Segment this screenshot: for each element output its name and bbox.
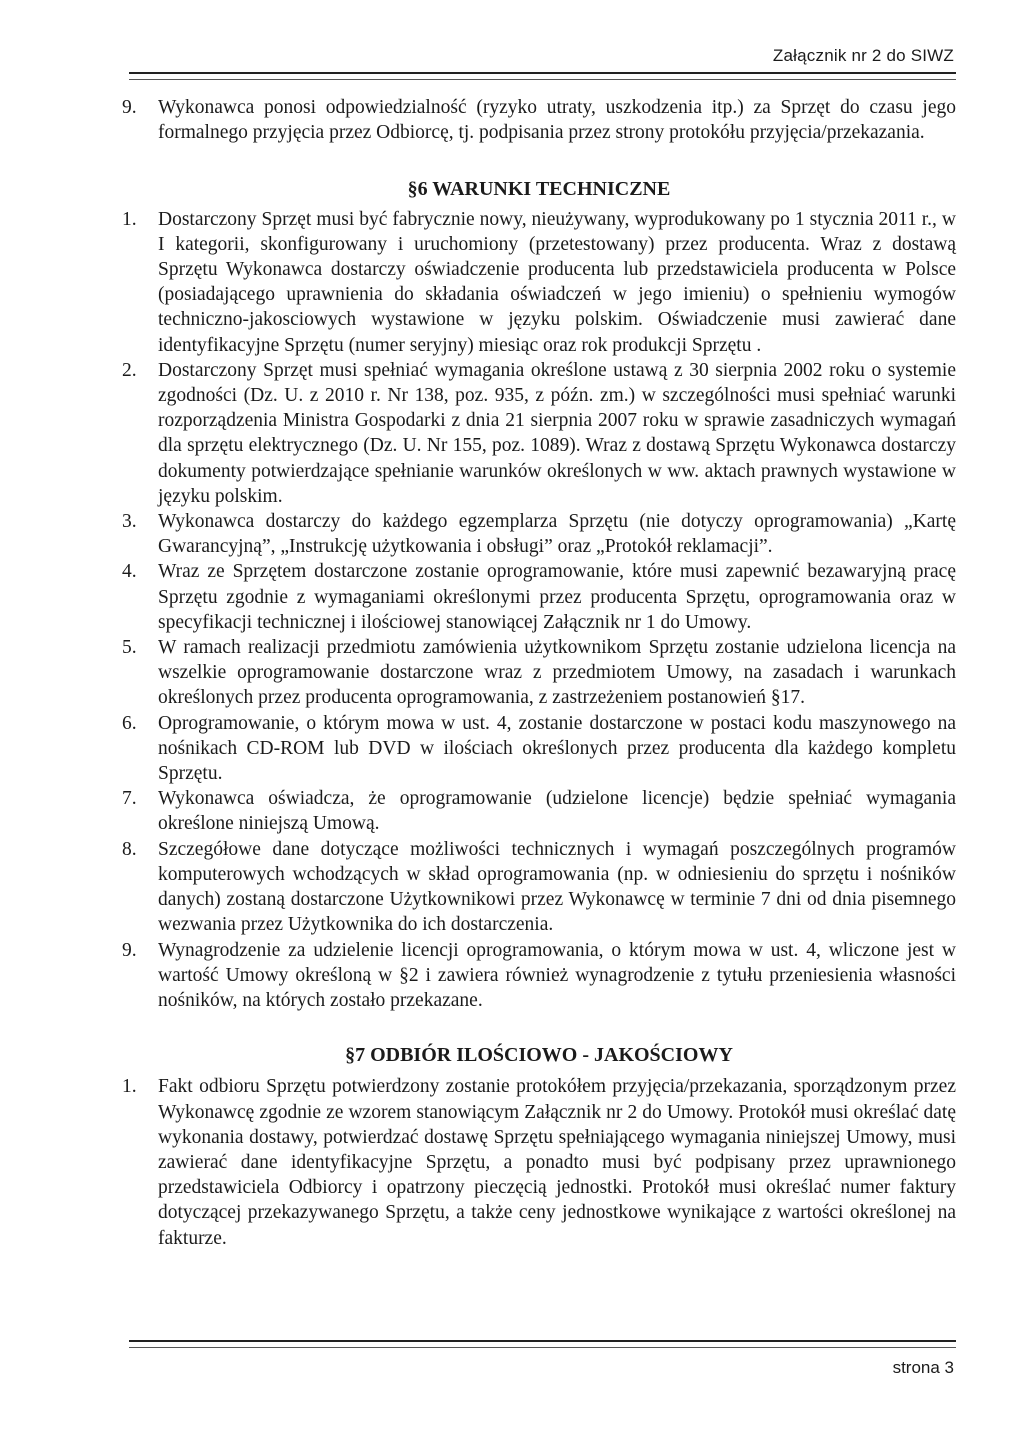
list-item — [122, 1074, 956, 1250]
list-item — [122, 711, 956, 787]
list-item — [122, 207, 956, 358]
item-text: W ramach realizacji przedmiotu zamówienia użytkownikom Sprzętu zostanie udzielona licencja na wszelkie oprogramowanie dostarczone wraz z przedmiotem Umowy, na zasadach i warunkach określonych przez producenta oprogramowania, z zastrzeżeniem postanowień §17. — [158, 637, 956, 709]
list-item — [122, 95, 956, 145]
list-item — [122, 358, 956, 509]
page-header: Załącznik nr 2 do SIWZ — [772, 46, 954, 65]
item-text: Fakt odbioru Sprzętu potwierdzony zostanie protokółem przyjęcia/przekazania, sporządzonym przez Wykonawcę zgodnie ze wzorem stanowiącym Załącznik nr 2 do Umowy. Protokół musi określać datę wykonania dostawy, potwierdzać dostawę Sprzętu spełniającego wymagania niniejszej Umowy, musi zawierać dane identyfikacyjne Sprzętu, a ponadto musi być podpisany przez uprawnionego przedstawiciela Odbiorcy i opatrzony pieczęcią jednostki. Protokół musi określać numer faktury dotyczącej przekazywanego Sprzętu, a także ceny jednostkowe wynikające z wartości określonej na fakturze. — [158, 1076, 956, 1249]
section-heading-6: §6 WARUNKI TECHNICZNE — [407, 178, 671, 201]
item-text: Szczegółowe dane dotyczące możliwości technicznych i wymagań poszczególnych programów komputerowych wchodzących w skład oprogramowania (np. w odniesieniu do sprzętu i nośników danych) zostaną dostarczone Użytkownikowi przez Wykonawcę w terminie 7 dni od dnia pisemnego wezwania przez Użytkownika do ich dostarczenia. — [158, 838, 956, 936]
list-item — [122, 635, 956, 711]
item-number: 9. — [122, 97, 137, 118]
item-number: 3. — [122, 511, 137, 533]
item-number: 7. — [122, 788, 137, 810]
item-number: 1. — [122, 208, 137, 230]
item-number: 5. — [122, 637, 137, 659]
item-number: 1. — [122, 1076, 137, 1098]
item-number: 2. — [122, 359, 137, 381]
item-text: Wykonawca ponosi odpowiedzialność (ryzyko utraty, uszkodzenia itp.) za Sprzęt do czasu jego formalnego przyjęcia przez Odbiorcę, tj. podpisania przez strony protokółu przyjęcia/przekazania. — [158, 97, 956, 144]
footer-rule — [129, 1340, 956, 1348]
item-number: 6. — [122, 712, 137, 734]
item-text: Oprogramowanie, o którym mowa w ust. 4, zostanie dostarczone w postaci kodu maszynowego na nośnikach CD-ROM lub DVD w ilościach określonych przez producenta dla każdego kompletu Sprzętu. — [158, 712, 956, 785]
list-item — [122, 559, 956, 635]
list-item — [122, 509, 956, 559]
page-number: strona 3 — [892, 1358, 954, 1377]
item-text: Wraz ze Sprzętem dostarczone zostanie oprogramowanie, które musi zapewnić bezawaryjną pracę Sprzętu zgodnie z wymaganiami określonymi przez producenta Sprzętu, oprogramowania oraz w specyfikacji technicznej i ilościowej stanowiącej Załącznik nr 1 do Umowy. — [158, 561, 956, 633]
item-number: 8. — [122, 838, 137, 860]
list-item — [122, 938, 956, 1014]
item-text: Wynagrodzenie za udzielenie licencji oprogramowania, o którym mowa w ust. 4, wliczone jest w wartość Umowy określoną w §2 i zawiera również wynagrodzenie z tytułu przeniesienia własności nośników, na których zostało przekazane. — [158, 939, 956, 1011]
list-item — [122, 837, 956, 938]
document-body — [122, 95, 956, 1251]
item-text: Wykonawca oświadcza, że oprogramowanie (udzielone licencje) będzie spełniać wymagania określone niniejszą Umową. — [158, 788, 956, 835]
header-rule — [129, 72, 956, 80]
item-number: 9. — [122, 939, 137, 961]
section-heading-7: §7 ODBIÓR ILOŚCIOWO - JAKOŚCIOWY — [345, 1044, 733, 1067]
item-text: Dostarczony Sprzęt musi spełniać wymagania określone ustawą z 30 sierpnia 2002 roku o systemie zgodności (Dz. U. z 2010 r. Nr 138, poz. 935, z późn. zm.) w szczególności musi spełniać warunki rozporządzenia Ministra Gospodarki z dnia 21 sierpnia 2007 roku w sprawie zasadniczych wymagań dla sprzętu elektrycznego (Dz. U. Nr 155, poz. 1089). Wraz z dostawą Sprzętu Wykonawca dostarczy dokumenty potwierdzające spełnianie warunków określonych w ww. aktach prawnych wystawione w języku polskim. — [158, 359, 956, 507]
item-text: Wykonawca dostarczy do każdego egzemplarza Sprzętu (nie dotyczy oprogramowania) „Kartę Gwarancyjną”, „Instrukcję użytkowania i obsługi” oraz „Protokół reklamacji”. — [158, 511, 956, 558]
item-text: Dostarczony Sprzęt musi być fabrycznie nowy, nieużywany, wyprodukowany po 1 stycznia 2011 r., w I kategorii, skonfigurowany i uruchomiony (przetestowany) przez producenta. Wraz z dostawą Sprzętu Wykonawca dostarczy oświadczenie producenta lub przedstawiciela producenta w Polsce (posiadającego uprawnienia do składania oświadczeń w jego imieniu) o spełnieniu wymogów techniczno-jakosciowych wystawione w języku polskim. Oświadczenie musi zawierać dane identyfikacyjne Sprzętu (numer seryjny) miesiąc oraz rok produkcji Sprzętu . — [158, 208, 956, 356]
item-number: 4. — [122, 561, 137, 583]
list-item — [122, 786, 956, 836]
